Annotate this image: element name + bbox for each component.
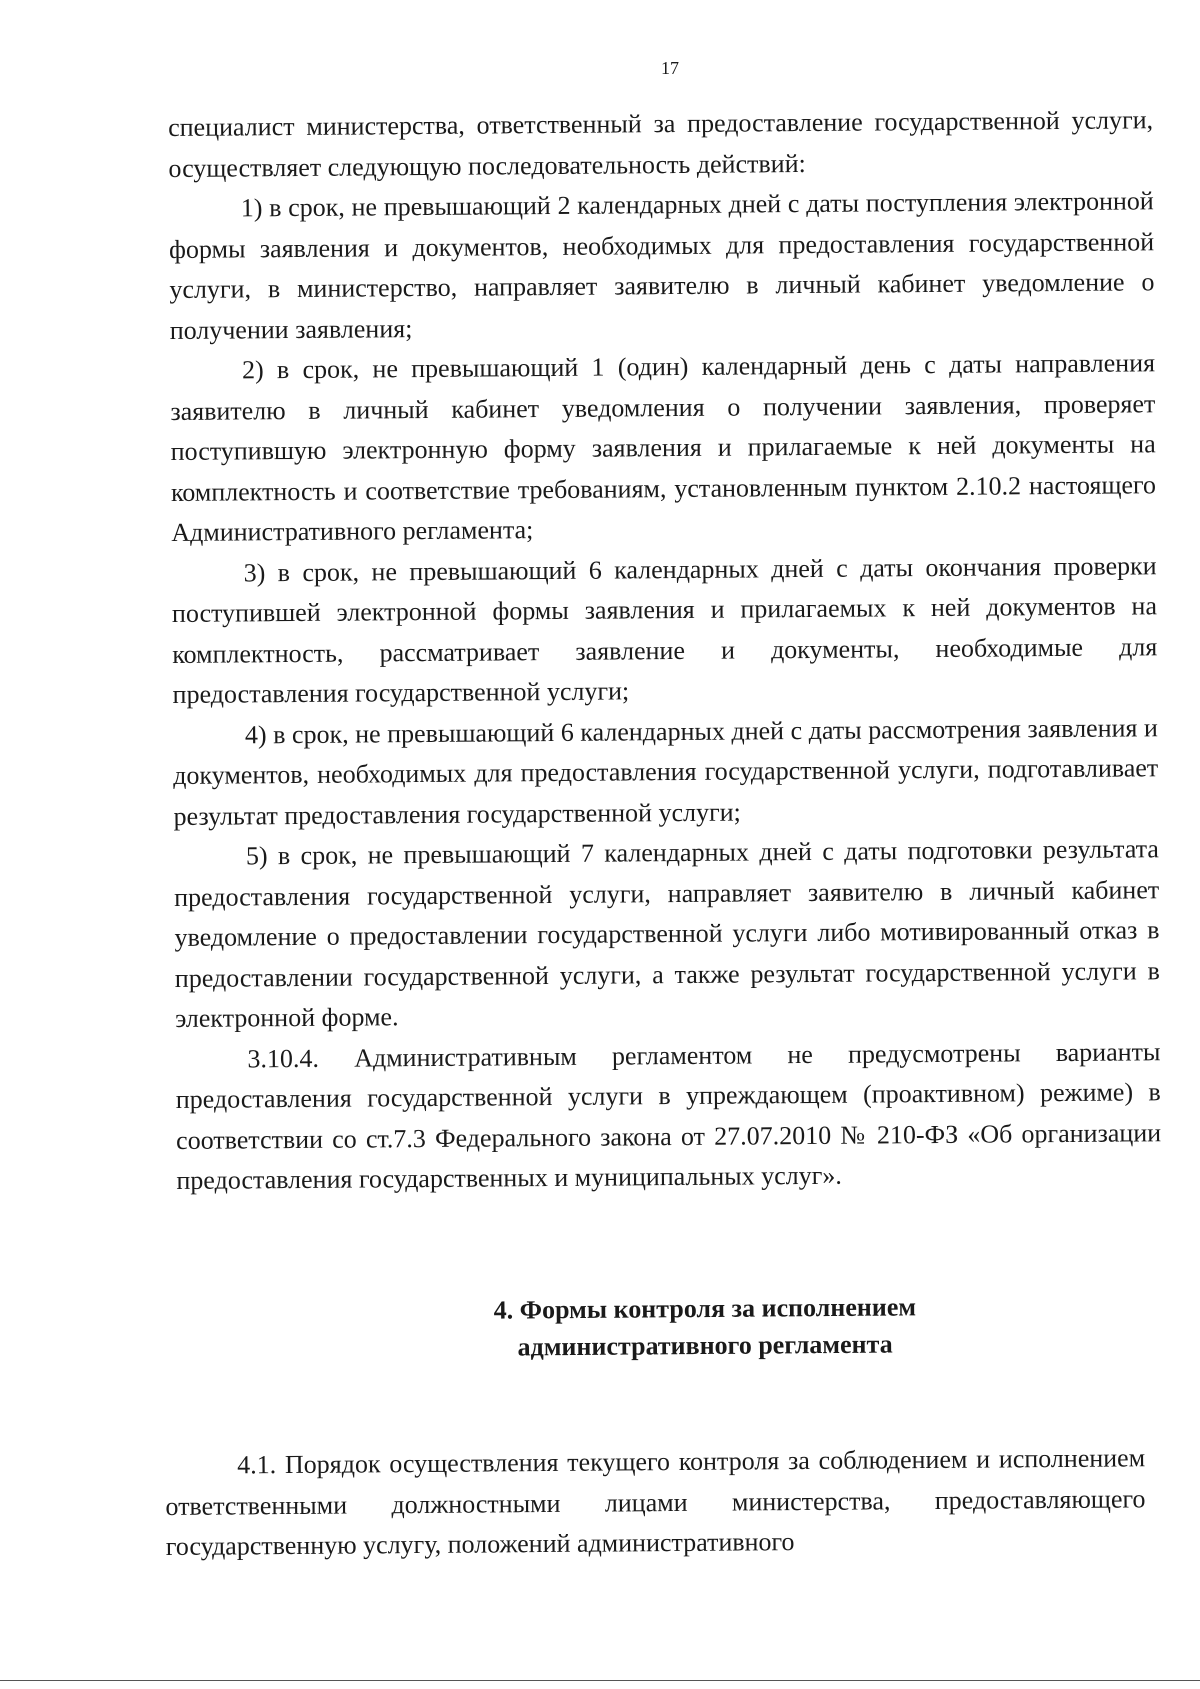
paragraph-step-2: 2) в срок, не превышающий 1 (один) календарный день с даты направления заявителю в личный кабинет уведомления о получении заявления, проверяет поступившую электронную форму заявления и прилагаемые к ней документы на комплектность и соответствие требованиям, установленным пунктом 2.10.2 настоящего Административного регламента; <box>170 348 1157 547</box>
page-number: 17 <box>661 58 679 78</box>
page-bottom-edge <box>0 1680 1200 1681</box>
paragraph-step-5: 5) в срок, не превышающий 7 календарных дней с даты подготовки результата предоставления государственной услуги, направляет заявителю в личный кабинет уведомление о предоставлении государственной услуги либо мотивированный отказ в предоставлении государственной услуги, а также результат государственной услуги в электронной форме. <box>174 834 1160 1033</box>
section-title <box>340 1287 1071 1367</box>
paragraph-step-3: 3) в срок, не превышающий 6 календарных дней с даты окончания проверки поступившей электронной формы заявления и прилагаемых к ней документов на комплектность, рассматривает заявление и документы, необходимые для предоставления государственной услуги; <box>171 550 1158 709</box>
paragraph-step-4: 4) в срок, не превышающий 6 календарных дней с даты рассмотрения заявления и документов, необходимых для предоставления государственной услуги, подготавливает результат предоставления государственной услуги; <box>173 712 1159 831</box>
paragraph-4-1: 4.1. Порядок осуществления текущего контроля за соблюдением и исполнением ответственными должностными лицами министерства, предоставляющего государственную услугу, положений административного <box>165 1443 1146 1561</box>
section-title-line-1: 4. Формы контроля за исполнением <box>493 1292 917 1325</box>
section-title-line-2: административного регламента <box>517 1329 893 1362</box>
paragraph-step-1: 1) в срок, не превышающий 2 календарных дней с даты поступления электронной формы заявления и документов, необходимых для предоставления государственной услуги, в министерство, направляет заявителю в личный кабинет уведомление о получении заявления; <box>168 186 1155 345</box>
paragraph-3-10-4: 3.10.4. Административным регламентом не предусмотрены варианты предоставления государственной услуги в упреждающем (проактивном) режиме) в соответствии со ст.7.3 Федерального закона от 27.07.2010 № 210-ФЗ «Об организации предоставления государственных и муниципальных услуг». <box>175 1036 1162 1195</box>
body-text <box>168 100 1162 1201</box>
paragraph-intro: специалист министерства, ответственный за предоставление государственной услуги, осуществляет следующую последовательность действий: <box>168 105 1154 183</box>
section-body-text <box>165 1438 1146 1567</box>
